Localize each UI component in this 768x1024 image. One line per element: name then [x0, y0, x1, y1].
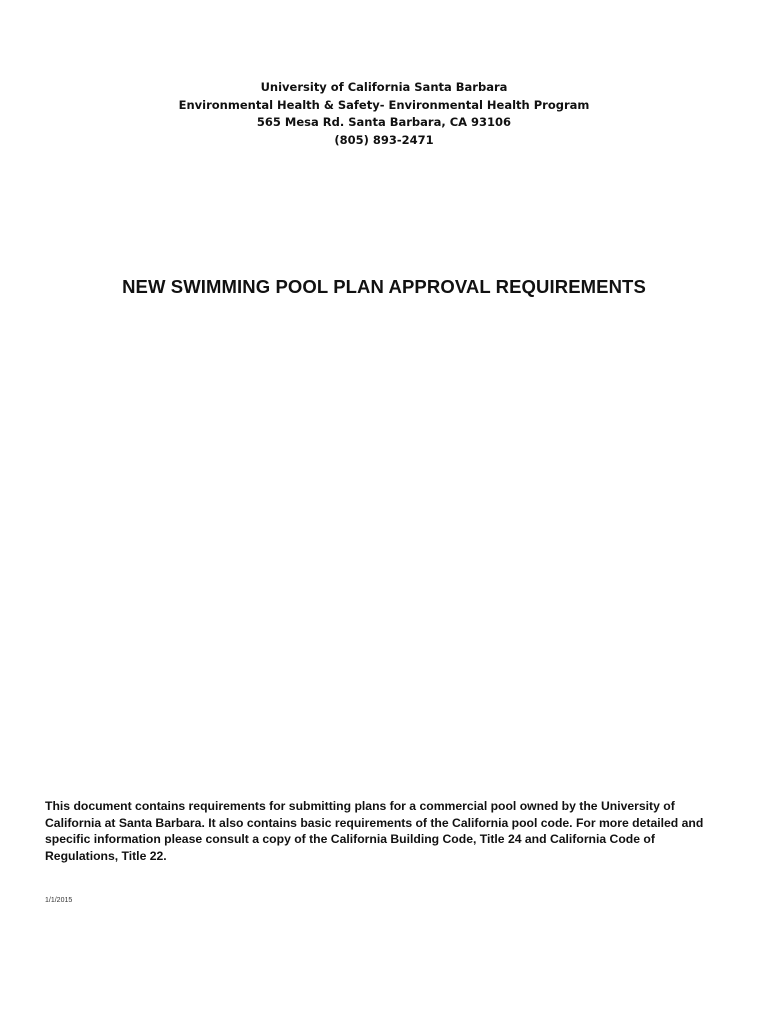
header-line-department: Environmental Health & Safety- Environmental Health Program: [178, 97, 590, 112]
document-title: NEW SWIMMING POOL PLAN APPROVAL REQUIREMENTS: [122, 276, 646, 297]
intro-paragraph: [45, 798, 735, 864]
header-line-address: 565 Mesa Rd. Santa Barbara, CA 93106: [256, 115, 512, 129]
intro-line: California at Santa Barbara. It also contains basic requirements of the California pool code. For more detailed and: [45, 815, 704, 830]
intro-line: Regulations, Title 22.: [45, 848, 167, 863]
header-line-university: University of California Santa Barbara: [260, 80, 508, 94]
organization-header: [0, 79, 768, 149]
intro-line: specific information please consult a copy of the California Building Code, Title 24 and California Code of: [45, 832, 655, 846]
intro-line: This document contains requirements for submitting plans for a commercial pool owned by the University of: [45, 799, 675, 813]
header-line-phone: (805) 893-2471: [334, 132, 434, 147]
document-date: 1/1/2015: [45, 897, 73, 904]
